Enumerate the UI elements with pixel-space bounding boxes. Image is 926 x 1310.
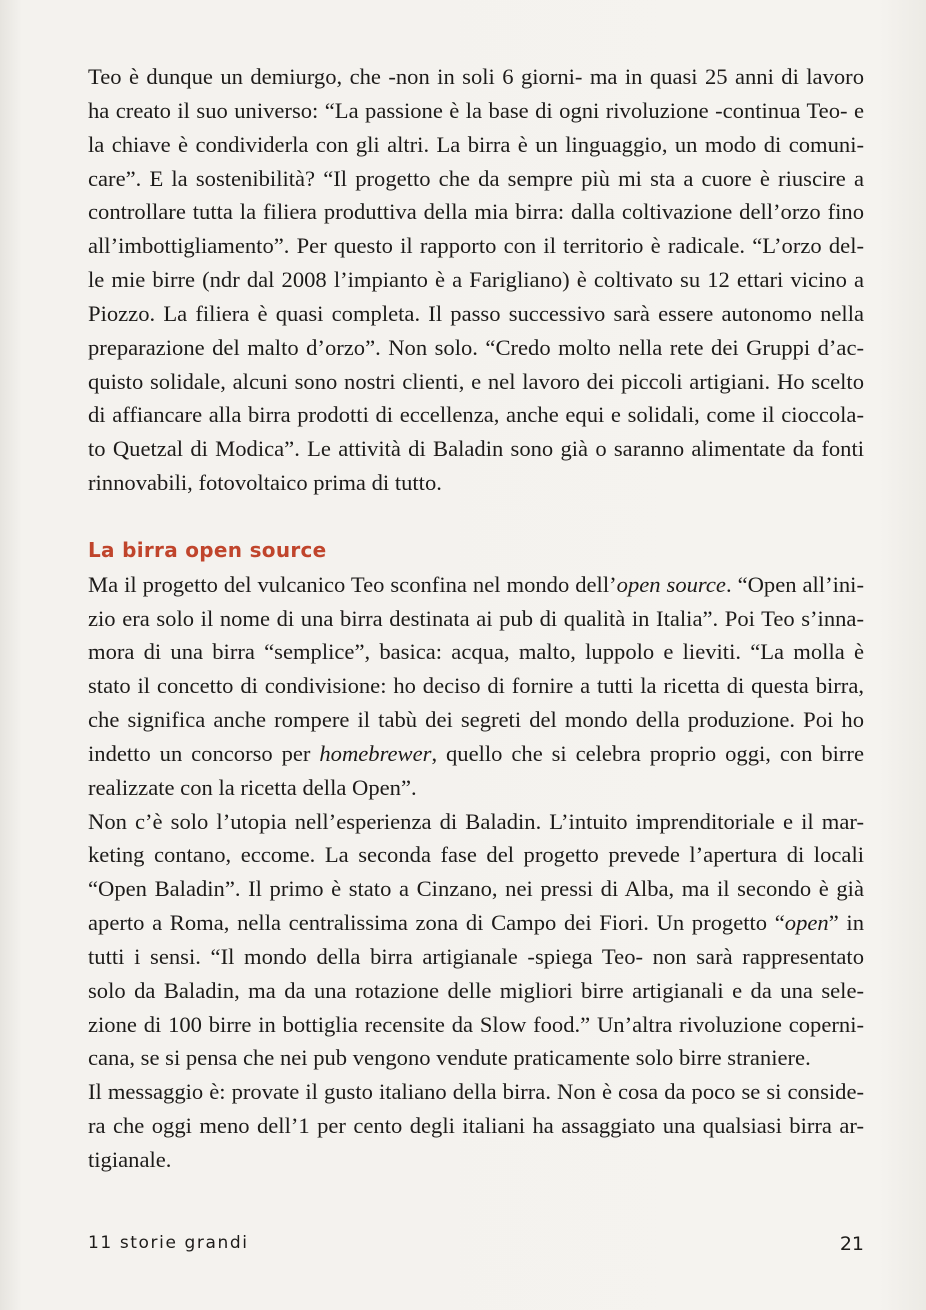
paragraph-open-source — [88, 568, 864, 805]
text-segment: aperto a Roma, nella centralissima zona di Campo dei Fiori. Un progetto “ — [88, 910, 785, 936]
text-line: ra che oggi meno dell’1 per cento degli italiani ha assaggiato una qualsiasi birra ar- — [88, 1113, 864, 1139]
paragraph-message — [88, 1075, 864, 1177]
text-line: di affiancare alla birra prodotti di eccellenza, anche equi e solidali, come il cioccola- — [88, 402, 864, 428]
paragraph-spacer — [88, 500, 864, 534]
text-line: cana, se si pensa che nei pub vengono vendute praticamente solo birre straniere. — [88, 1045, 811, 1071]
text-line — [88, 737, 864, 771]
text-line: preparazione del malto d’orzo”. Non solo. “Credo molto nella rete dei Gruppi d’ac- — [88, 334, 864, 360]
text-line: Piozzo. La filiera è quasi completa. Il passo successivo sarà essere autonomo nella — [88, 300, 864, 326]
text-line: Non c’è solo l’utopia nell’esperienza di Baladin. L’intuito imprenditoriale e il mar- — [88, 808, 864, 834]
text-line: keting contano, eccome. La seconda fase del progetto prevede l’apertura di locali — [88, 842, 864, 868]
text-segment: Ma il progetto del vulcanico Teo sconfina nel mondo dell’ — [88, 571, 617, 597]
text-segment: . “Open all’ini- — [725, 571, 864, 597]
text-line: ha creato il suo universo: “La passione è la base di ogni rivoluzione -continua Teo- e — [88, 97, 864, 123]
text-line: quisto solidale, alcuni sono nostri clienti, e nel lavoro dei piccoli artigiani. Ho scelto — [88, 368, 864, 394]
text-line: tutti i sensi. “Il mondo della birra artigianale -spiega Teo- non sarà rappresentato — [88, 943, 864, 969]
text-line: che significa anche rompere il tabù dei segreti del mondo della produzione. Poi ho — [88, 707, 864, 733]
text-line: solo da Baladin, ma da una rotazione delle migliori birre artigianali e da una sele- — [88, 977, 864, 1003]
text-line: controllare tutta la filiera produttiva della mia birra: dalla coltivazione dell’orzo fino — [88, 199, 864, 225]
text-line: la chiave è condividerla con gli altri. La birra è un linguaggio, un modo di comuni- — [88, 131, 864, 157]
italic-text: homebrewer — [319, 740, 432, 766]
text-line: Il messaggio è: provate il gusto italiano della birra. Non è cosa da poco se si conside- — [88, 1079, 864, 1105]
text-line: Teo è dunque un demiurgo, che -non in soli 6 giorni- ma in quasi 25 anni di lavoro — [88, 64, 864, 89]
paragraph-baladin — [88, 805, 864, 1076]
paragraph-intro — [88, 60, 864, 500]
text-segment: indetto un concorso per — [88, 740, 320, 766]
text-line — [88, 906, 864, 940]
text-line — [88, 568, 864, 602]
text-line: tigianale. — [88, 1147, 172, 1172]
italic-text: open source — [616, 571, 726, 597]
text-line: “Open Baladin”. Il primo è stato a Cinzano, nei pressi di Alba, ma il secondo è già — [88, 876, 864, 902]
text-line: mora di una birra “semplice”, basica: acqua, malto, luppolo e lieviti. “La molla è — [88, 639, 864, 665]
text-segment: ” in — [828, 910, 864, 936]
article-body — [88, 60, 864, 1177]
text-line: zione di 100 birre in bottiglia recensite da Slow food.” Un’altra rivoluzione coperni- — [88, 1011, 864, 1037]
text-line: care”. E la sostenibilità? “Il progetto che da sempre più mi sta a cuore è riuscire a — [88, 165, 864, 191]
footer-title: 11 storie grandi — [88, 1233, 249, 1253]
text-line: zio era solo il nome di una birra destinata ai pub di qualità in Italia”. Poi Teo s’inna- — [88, 605, 864, 631]
text-line: realizzate con la ricetta della Open”. — [88, 774, 417, 800]
text-segment: , quello che si celebra proprio oggi, con birre — [431, 740, 864, 766]
text-line: all’imbottigliamento”. Per questo il rapporto con il territorio è radicale. “L’orzo del- — [88, 233, 864, 259]
italic-text: open — [784, 910, 829, 936]
section-heading: La birra open source — [88, 537, 327, 562]
text-line: to Quetzal di Modica”. Le attività di Baladin sono già o saranno alimentate da fonti — [88, 436, 864, 462]
page-number: 21 — [839, 1233, 864, 1255]
text-line: le mie birre (ndr dal 2008 l’impianto è a Farigliano) è coltivato su 12 ettari vicino a — [88, 267, 864, 293]
text-line: rinnovabili, fotovoltaico prima di tutto. — [88, 470, 442, 496]
text-line: stato il concetto di condivisione: ho deciso di fornire a tutti la ricetta di questa birra, — [88, 673, 864, 699]
